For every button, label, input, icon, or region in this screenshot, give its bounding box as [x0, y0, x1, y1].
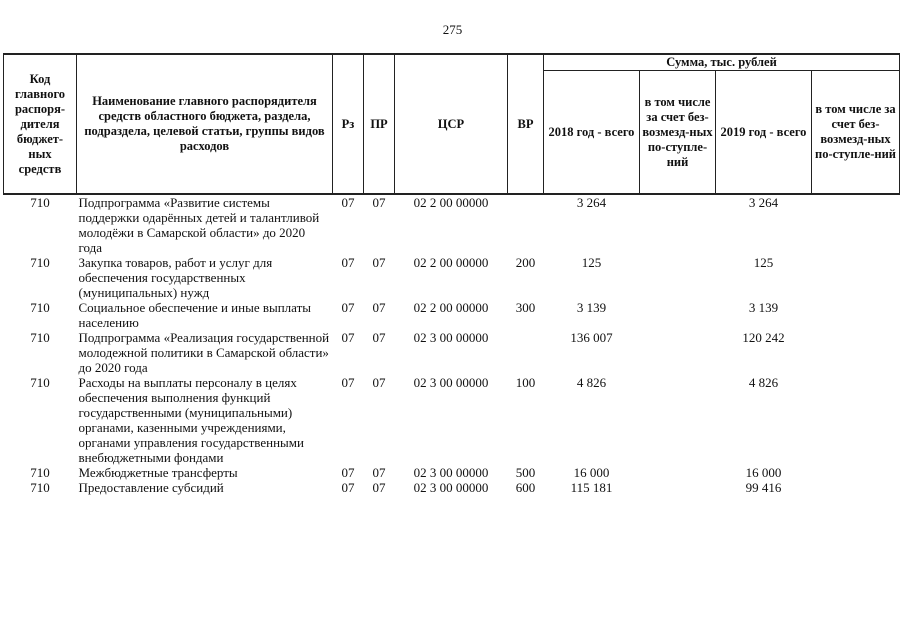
cell-code: 710 [30, 255, 50, 270]
cell-rz: 07 [341, 330, 355, 345]
cell-code: 710 [30, 375, 50, 390]
cell-2019-free [812, 375, 900, 465]
cell-2018-total: 3 139 [576, 300, 607, 315]
cell-pr: 07 [372, 255, 386, 270]
cell-pr: 07 [372, 300, 386, 315]
cell-2019-free [812, 330, 900, 375]
cell-2018-total: 136 007 [570, 330, 613, 345]
cell-code: 710 [30, 195, 50, 210]
cell-2019-total: 4 826 [748, 375, 779, 390]
cell-2019-total: 16 000 [745, 465, 782, 480]
cell-code: 710 [30, 465, 50, 480]
cell-vr [508, 330, 544, 375]
table-row [4, 300, 900, 330]
cell-vr: 100 [515, 375, 536, 390]
table-row [4, 375, 900, 465]
cell-rz: 07 [341, 300, 355, 315]
cell-name: Социальное обеспечение и иные выплаты населению [78, 300, 312, 330]
header-vr: ВР [508, 54, 544, 194]
cell-csr: 02 2 00 00000 [413, 300, 489, 315]
header-sum-group: Сумма, тыс. рублей [544, 54, 900, 71]
cell-2018-free [640, 375, 716, 465]
cell-vr [508, 194, 544, 255]
cell-name: Подпрограмма «Реализация государственной молодежной политики в Самарской области» до 2020 года [78, 330, 330, 375]
cell-2018-total: 115 181 [570, 480, 613, 495]
cell-rz: 07 [341, 465, 355, 480]
table-row [4, 194, 900, 255]
cell-2019-total: 3 139 [748, 300, 779, 315]
cell-2019-free [812, 480, 900, 495]
cell-csr: 02 2 00 00000 [413, 255, 489, 270]
header-2019-total: 2019 год - всего [716, 71, 812, 195]
cell-rz: 07 [341, 375, 355, 390]
cell-csr: 02 3 00 00000 [413, 330, 489, 345]
cell-vr: 300 [515, 300, 536, 315]
cell-2019-total: 3 264 [748, 195, 779, 210]
header-name: Наименование главного распорядителя средств областного бюджета, раздела, подраздела, целевой статьи, группы видов расходов [77, 54, 333, 194]
cell-pr: 07 [372, 375, 386, 390]
header-pr: ПР [364, 54, 395, 194]
cell-2019-free [812, 194, 900, 255]
header-2018-free: в том числе за счет без-возмезд-ных по-ступле-ний [640, 71, 716, 195]
cell-csr: 02 3 00 00000 [413, 375, 489, 390]
cell-2019-total: 125 [753, 255, 774, 270]
cell-csr: 02 3 00 00000 [413, 465, 489, 480]
header-2018-total: 2018 год - всего [544, 71, 640, 195]
cell-2019-free [812, 255, 900, 300]
cell-csr: 02 3 00 00000 [413, 480, 489, 495]
cell-rz: 07 [341, 480, 355, 495]
cell-code: 710 [30, 300, 50, 315]
cell-pr: 07 [372, 465, 386, 480]
cell-pr: 07 [372, 330, 386, 345]
cell-name: Подпрограмма «Развитие системы поддержки одарённых детей и талантливой молодёжи в Самарской области» до 2020 года [78, 195, 320, 255]
cell-vr: 600 [515, 480, 536, 495]
cell-code: 710 [30, 480, 50, 495]
cell-2018-total: 125 [581, 255, 602, 270]
cell-2019-total: 99 416 [745, 480, 782, 495]
cell-2018-free [640, 255, 716, 300]
header-csr: ЦСР [395, 54, 508, 194]
cell-name: Межбюджетные трансферты [78, 465, 238, 480]
cell-2019-free [812, 300, 900, 330]
table-row [4, 465, 900, 480]
cell-2018-free [640, 194, 716, 255]
header-rz: Рз [333, 54, 364, 194]
header-code: Код главного распоря-дителя бюджет-ных средств [4, 54, 77, 194]
cell-name: Закупка товаров, работ и услуг для обеспечения государственных (муниципальных) нужд [78, 255, 273, 300]
cell-name: Предоставление субсидий [78, 480, 224, 495]
table-row [4, 480, 900, 495]
cell-vr: 200 [515, 255, 536, 270]
cell-2018-total: 3 264 [576, 195, 607, 210]
cell-pr: 07 [372, 480, 386, 495]
header-2019-free: в том числе за счет без-возмезд-ных по-ступле-ний [812, 71, 900, 195]
cell-2019-free [812, 465, 900, 480]
cell-2018-free [640, 330, 716, 375]
cell-pr: 07 [372, 195, 386, 210]
header-row [4, 54, 900, 71]
cell-2019-total: 120 242 [742, 330, 785, 345]
table-row [4, 330, 900, 375]
cell-rz: 07 [341, 255, 355, 270]
page-number: 275 [442, 22, 463, 37]
cell-2018-total: 16 000 [573, 465, 610, 480]
cell-2018-total: 4 826 [576, 375, 607, 390]
table-row [4, 255, 900, 300]
cell-2018-free [640, 465, 716, 480]
cell-2018-free [640, 480, 716, 495]
cell-csr: 02 2 00 00000 [413, 195, 489, 210]
cell-rz: 07 [341, 195, 355, 210]
budget-table [3, 53, 900, 495]
cell-name: Расходы на выплаты персоналу в целях обеспечения выполнения функций государственными (муниципальными) органами, казенными учреждениями, органами управления государственными внебюджетными фондами [78, 375, 304, 465]
cell-vr: 500 [515, 465, 536, 480]
cell-2018-free [640, 300, 716, 330]
cell-code: 710 [30, 330, 50, 345]
